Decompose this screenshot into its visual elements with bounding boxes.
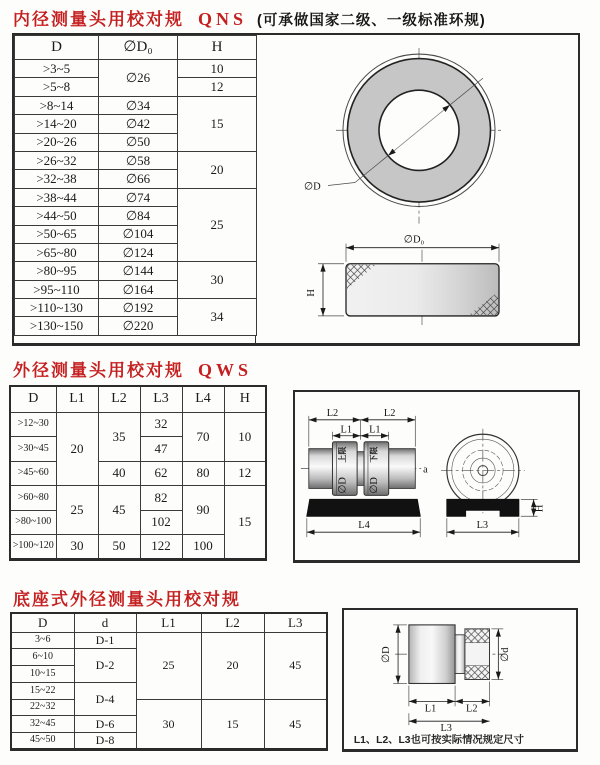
drawing-note: L1、L2、L3也可按实际情况规定尺寸 [353, 735, 524, 747]
base-title-text: 底座式外径测量头用校对规 [13, 590, 241, 609]
table-cell: 90 [182, 486, 224, 535]
column-header: d [74, 613, 136, 632]
l1-right-label: L1 [369, 424, 381, 436]
column-header: L2 [201, 613, 264, 632]
table-cell: ∅220 [99, 317, 178, 335]
base-gauge-view [354, 625, 525, 746]
table-cell: 122 [140, 535, 182, 560]
table-cell: 47 [140, 437, 182, 462]
l1-left-label: L1 [340, 424, 353, 436]
table-row [11, 699, 327, 716]
inner-diameter-label: ∅D [304, 181, 321, 193]
table-cell: 15~22 [11, 682, 74, 699]
table-cell: ∅26 [99, 60, 178, 97]
table-cell: 70 [182, 412, 224, 461]
base-table [10, 612, 328, 751]
table-cell: 15 [201, 699, 264, 749]
column-header: H [224, 386, 266, 412]
table-row [15, 188, 257, 206]
table-row [15, 60, 257, 78]
column-header: L1 [56, 386, 98, 412]
table-cell: 62 [140, 461, 182, 486]
table-cell: 45 [264, 699, 327, 749]
a-label: a [423, 464, 428, 476]
table-cell: 30 [56, 535, 98, 560]
table-cell: ∅124 [99, 243, 178, 261]
table-cell: D-6 [74, 716, 136, 733]
table-cell: 30 [178, 262, 257, 299]
table-cell: 10~15 [11, 666, 74, 683]
table-cell: 32~45 [11, 716, 74, 733]
table-cell: 20 [56, 412, 98, 486]
column-header: D [10, 386, 56, 412]
disc2-diameter-label: ∅D [368, 477, 380, 494]
table-cell: ∅144 [99, 262, 178, 280]
table-cell: >8~14 [15, 96, 99, 114]
table-cell: >80~100 [10, 510, 56, 535]
base-drawing [344, 610, 576, 749]
header-row [15, 36, 257, 60]
upper-limit-label: 上限 [337, 446, 347, 463]
table-cell: >12~30 [10, 412, 56, 437]
qns-table [14, 35, 257, 336]
table-cell: 3~6 [11, 632, 74, 649]
table-cell: D-2 [74, 649, 136, 683]
table-cell: >20~26 [15, 133, 99, 151]
table-row [15, 151, 257, 169]
table-cell: 25 [136, 632, 201, 699]
table-cell: ∅104 [99, 225, 178, 243]
column-header: L4 [182, 386, 224, 412]
small-diameter-label: ∅d [500, 647, 512, 662]
table-cell: 102 [140, 510, 182, 535]
table-cell: >65~80 [15, 243, 99, 261]
table-cell: >44~50 [15, 207, 99, 225]
table-cell: >50~65 [15, 225, 99, 243]
table-cell: 12 [178, 78, 257, 96]
table-cell: 22~32 [11, 699, 74, 716]
qns-section-title [13, 5, 486, 30]
table-cell: D-8 [74, 733, 136, 750]
column-header: L2 [98, 386, 140, 412]
table-row [10, 461, 266, 486]
table-cell: 6~10 [11, 649, 74, 666]
table-cell: ∅66 [99, 170, 178, 188]
table-cell: ∅42 [99, 115, 178, 133]
table-cell: >130~150 [15, 317, 99, 335]
header-row [11, 613, 327, 632]
table-cell: 45 [264, 632, 327, 699]
qns-title-text: 内径测量头用校对规 [13, 10, 184, 29]
table-cell: 45~50 [11, 733, 74, 750]
table-cell: ∅164 [99, 280, 178, 298]
table-cell: 15 [224, 486, 266, 560]
table-cell: >60~80 [10, 486, 56, 511]
column-header: ∅D₀ [99, 36, 178, 60]
table-cell: ∅84 [99, 207, 178, 225]
qns-subtitle: (可承做国家二级、一级标准环规) [257, 13, 486, 29]
l1-label: L1 [424, 703, 437, 715]
table-cell: 80 [182, 461, 224, 486]
column-header: L1 [136, 613, 201, 632]
table-cell: ∅50 [99, 133, 178, 151]
table-cell: >32~38 [15, 170, 99, 188]
table-cell: 82 [140, 486, 182, 511]
table-cell: 30 [136, 699, 201, 749]
l2-label: L2 [466, 703, 478, 715]
table-cell: >45~60 [10, 461, 56, 486]
table-row [15, 96, 257, 114]
qws-section-title [13, 356, 252, 381]
table-cell: >95~110 [15, 280, 99, 298]
qns-table-area [14, 35, 256, 343]
qws-drawing [295, 392, 578, 560]
table-row [15, 299, 257, 317]
height-label: H [306, 289, 317, 297]
column-header: L3 [140, 386, 182, 412]
table-cell: 12 [224, 461, 266, 486]
table-cell: ∅34 [99, 96, 178, 114]
table-cell: >3~5 [15, 60, 99, 78]
table-cell: 32 [140, 412, 182, 437]
table-cell: >110~130 [15, 299, 99, 317]
table-row [15, 262, 257, 280]
table-cell: 20 [201, 632, 264, 699]
table-cell: D-1 [74, 632, 136, 649]
table-row [10, 486, 266, 511]
l3-label: L3 [440, 723, 452, 735]
table-cell: >14~20 [15, 115, 99, 133]
table-cell: ∅192 [99, 299, 178, 317]
table-cell: 50 [98, 535, 140, 560]
table-cell: 100 [182, 535, 224, 560]
l4-label: L4 [358, 520, 370, 532]
table-cell: >5~8 [15, 78, 99, 96]
qns-model-code: QNS [198, 9, 248, 29]
header-row [10, 386, 266, 412]
table-cell: 25 [56, 486, 98, 535]
table-cell: 45 [98, 486, 140, 535]
table-cell: >38~44 [15, 188, 99, 206]
table-row [10, 412, 266, 437]
table-cell: >26~32 [15, 151, 99, 169]
table-cell: >100~120 [10, 535, 56, 560]
table-cell: 10 [224, 412, 266, 461]
qws-drawing-panel [293, 390, 580, 563]
qws-title-text: 外径测量头用校对规 [13, 361, 184, 380]
qns-drawing [256, 35, 578, 343]
table-cell: D-4 [74, 682, 136, 716]
ring-side-view [306, 235, 499, 328]
qws-model-code: QWS [198, 360, 253, 380]
column-header: D [15, 36, 99, 60]
qns-panel [12, 33, 580, 346]
gauge-side-view [301, 408, 428, 537]
table-cell: ∅58 [99, 151, 178, 169]
table-row [11, 632, 327, 649]
lower-limit-label: 下限 [369, 446, 379, 463]
base-height-label: H [534, 504, 546, 513]
l2-left-label: L2 [326, 407, 339, 419]
ring-front-view [304, 48, 502, 224]
outer-diameter-label: ∅D₀ [403, 234, 425, 246]
column-header: H [178, 36, 257, 60]
l2-right-label: L2 [383, 407, 396, 419]
big-diameter-label: ∅D [381, 646, 393, 663]
table-cell: ∅74 [99, 188, 178, 206]
column-header: D [11, 613, 74, 632]
table-cell: >30~45 [10, 437, 56, 462]
table-cell: 20 [178, 151, 257, 188]
gauge-end-view [441, 429, 546, 537]
l3-label: L3 [476, 520, 489, 532]
column-header: L3 [264, 613, 327, 632]
base-section-title [13, 585, 241, 610]
table-cell: 25 [178, 188, 257, 262]
base-drawing-panel [342, 608, 578, 752]
table-cell: >80~95 [15, 262, 99, 280]
qws-table [9, 385, 267, 561]
table-cell: 15 [178, 96, 257, 151]
table-cell: 40 [98, 461, 140, 486]
table-cell: 34 [178, 299, 257, 336]
table-cell: 10 [178, 60, 257, 78]
table-cell: 35 [98, 412, 140, 461]
disc1-diameter-label: ∅D [337, 477, 349, 494]
